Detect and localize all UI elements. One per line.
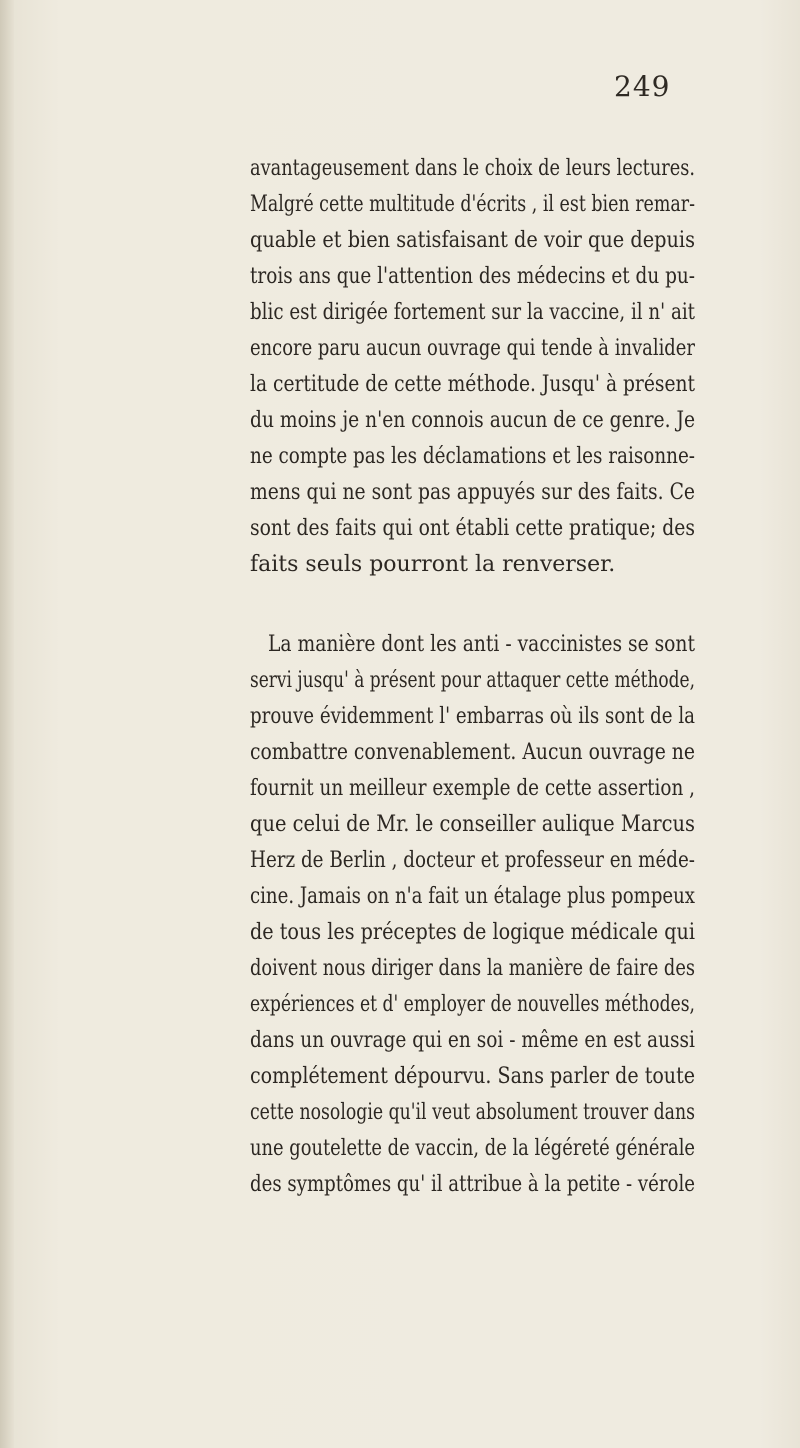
text-line: trois ans que l'attention des médecins et du pu- [250,264,695,289]
text-line: encore paru aucun ouvrage qui tende à invalider [250,336,695,361]
text-line: combattre convenablement. Aucun ouvrage ne [250,740,695,765]
text-line: de tous les préceptes de logique médicale qui [250,920,695,945]
text-line: La manière dont les anti - vaccinistes se sont [268,632,695,657]
page-number: 249 [614,70,671,103]
text-line: sont des faits qui ont établi cette pratique; des [250,516,695,541]
text-line: que celui de Mr. le conseiller aulique Marcus [250,812,695,837]
text-line: complétement dépourvu. Sans parler de toute [250,1064,695,1089]
text-line: faits seuls pourront la renverser. [250,552,616,577]
text-line: mens qui ne sont pas appuyés sur des faits. Ce [250,480,695,505]
text-line: Herz de Berlin , docteur et professeur en méde- [250,848,695,873]
text-line: des symptômes qu' il attribue à la petite - vérole [250,1172,695,1197]
page-gutter [0,0,14,1448]
text-line: servi jusqu' à présent pour attaquer cette méthode, [250,668,695,693]
text-line: fournit un meilleur exemple de cette assertion , [250,776,695,801]
text-line: avantageusement dans le choix de leurs lectures. [250,156,695,181]
text-line: cette nosologie qu'il veut absolument trouver dans [250,1100,695,1125]
text-line: du moins je n'en connois aucun de ce genre. Je [250,408,695,433]
text-line: dans un ouvrage qui en soi - même en est aussi [250,1028,695,1053]
text-line: cine. Jamais on n'a fait un étalage plus pompeux [250,884,695,909]
text-line: doivent nous diriger dans la manière de faire des [250,956,695,981]
text-line: Malgré cette multitude d'écrits , il est bien remar- [250,192,695,217]
text-line: quable et bien satisfaisant de voir que depuis [250,228,695,253]
text-line: blic est dirigée fortement sur la vaccine, il n' ait [250,300,695,325]
text-line: une goutelette de vaccin, de la légéreté générale [250,1136,695,1161]
text-line: prouve évidemment l' embarras où ils sont de la [250,704,695,729]
text-line: ne compte pas les déclamations et les raisonne- [250,444,695,469]
text-line: la certitude de cette méthode. Jusqu' à présent [250,372,695,397]
text-line: expériences et d' employer de nouvelles méthodes, [250,992,695,1017]
